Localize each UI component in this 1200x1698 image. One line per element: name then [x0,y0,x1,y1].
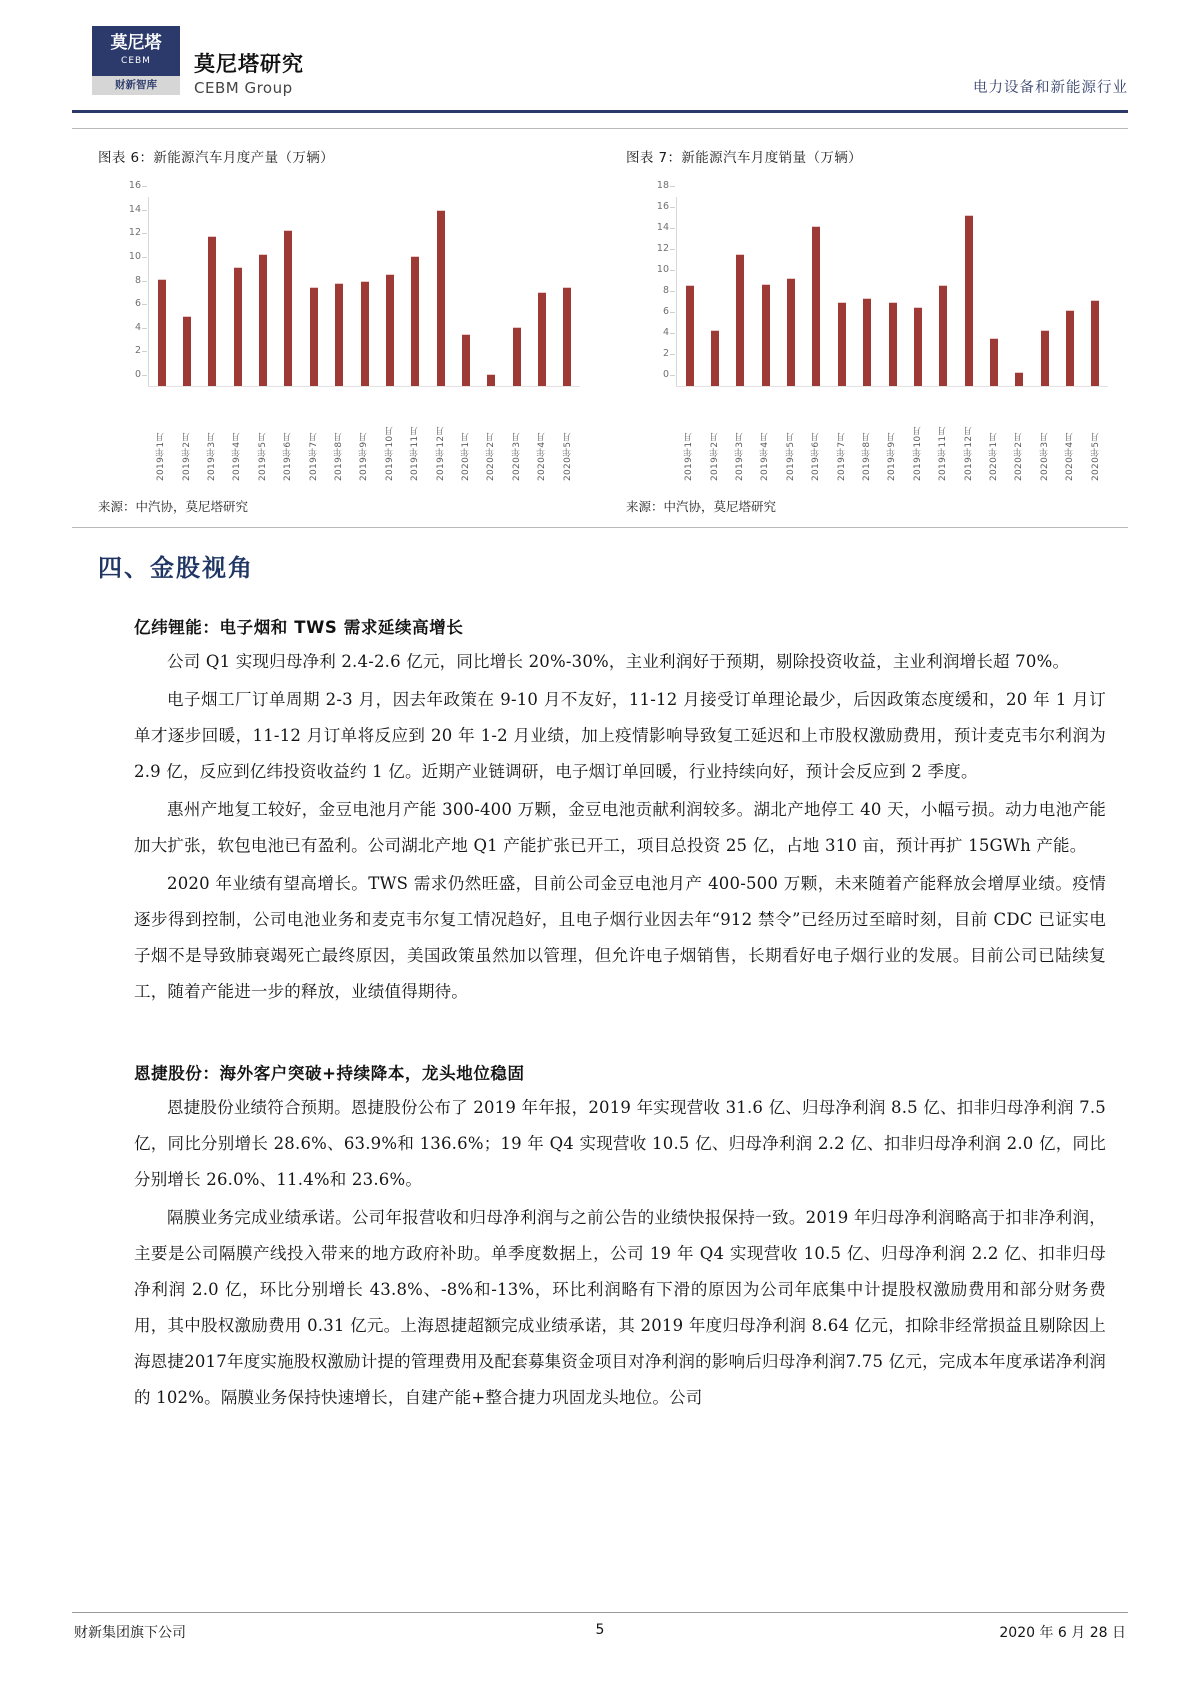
x-axis-tick-label: 2020年1月 [989,432,1000,481]
x-label-slot [148,395,173,481]
paragraph: 惠州产地复工较好，金豆电池月产能 300-400 万颗，金豆电池贡献利润较多。湖北产地停工 40 天，小幅亏损。动力电池产能加大扩张，软包电池已有盈利。公司湖北产地 Q1 产能扩张已开工，项目总投资 25 亿，占地 310 亩，预计再扩 15GWh 产能。 [134,800,1106,855]
figure-6-plot-area [128,180,580,387]
x-axis-tick-label: 2019年9月 [359,432,370,481]
bar-slot [327,197,352,386]
chart-bar [538,292,546,387]
bar-slot [931,197,956,386]
bar-slot [804,197,829,386]
x-axis-tick-label: 2019年3月 [207,432,218,481]
chart-bar [335,283,343,386]
chart-bar [284,230,292,386]
x-label-slot [981,395,1006,481]
x-axis-tick-label: 2019年4月 [760,432,771,481]
x-axis-tick-label: 2020年4月 [537,432,548,481]
brand-block [194,52,304,98]
y-axis-tick: 12 [99,227,141,238]
bar-slot [555,197,580,386]
bar-slot [200,197,225,386]
chart-bar [863,298,871,386]
bar-slot [301,197,326,386]
cebm-logo [92,26,180,98]
x-label-slot [701,395,726,481]
x-label-slot [1083,395,1108,481]
chart-bar [310,287,318,386]
x-label-slot [199,395,224,481]
figure-7-plot-area [656,180,1108,387]
subhead-eve-energy: 亿纬锂能：电子烟和 TWS 需求延续高增长 [134,618,464,637]
x-axis-tick-label: 2020年1月 [461,432,472,481]
figure-6-chart [94,180,586,489]
x-axis-tick-label: 2020年3月 [1039,432,1050,481]
logo-subtitle: 财新智库 [92,76,180,95]
x-axis-tick-label: 2019年6月 [811,432,822,481]
figure-6-x-axis [148,395,580,481]
chart-bar [487,374,495,386]
x-axis-tick-label: 2019年7月 [308,432,319,481]
paragraph: 2020 年业绩有望高增长。TWS 需求仍然旺盛，目前公司金豆电池月产 400-500 万颗，未来随着产能释放会增厚业绩。疫情逐步得到控制，公司电池业务和麦克韦尔复工情况趋好，且电子烟行业因去年“912 禁令”已经历过至暗时刻，目前 CDC 已证实电子烟不是导致肺衰竭死亡最终原因，美国政策虽然加以管理，但允许电子烟销售，长期看好电子烟行业的发展。目前公司已陆续复工，随着产能进一步的释放，业绩值得期待。 [134,874,1106,1001]
paragraph: 公司 Q1 实现归母净利 2.4-2.6 亿元，同比增长 20%-30%，主业利润好于预期，剔除投资收益，主业利润增长超 70%。 [167,652,1070,671]
x-label-slot [504,395,529,481]
chart-bar [183,316,191,386]
figure-6 [72,129,600,529]
x-axis-tick-label: 2019年5月 [785,432,796,481]
bar-slot [504,197,529,386]
bar-slot [529,197,554,386]
document-body [72,548,1128,1418]
figure-7 [600,129,1128,529]
logo-chinese-name: 莫尼塔 [110,33,162,53]
bar-slot [225,197,250,386]
brand-chinese: 莫尼塔研究 [194,52,304,76]
x-label-slot [478,395,503,481]
subhead-senior-tech: 恩捷股份：海外客户突破+持续降本，龙头地位稳固 [134,1064,525,1083]
bar-slot [1083,197,1108,386]
bar-slot [829,197,854,386]
y-axis-tick: 0 [99,369,141,380]
bar-slot [453,197,478,386]
x-axis-tick-label: 2020年4月 [1065,432,1076,481]
y-axis-tick: 0 [627,369,669,380]
y-axis-tick: 2 [627,348,669,359]
bar-slot [377,197,402,386]
x-axis-tick-label: 2019年11月 [938,426,949,481]
paragraph: 隔膜业务完成业绩承诺。公司年报营收和归母净利润与之前公告的业绩快报保持一致。2019 年归母净利润略高于扣非净利润，主要是公司隔膜产线投入带来的地方政府补助。单季度数据上，公司 19 年 Q4 实现营收 10.5 亿、归母净利润 2.2 亿、扣非归母净利润 2.0 亿，环比分别增长 43.8%、-8%和-13%，环比利润略有下滑的原因为公司年底集中计提股权激励费用和部分财务费用，其中股权激励费用 0.31 亿元。上海恩捷超额完成业绩承诺，其 2019 年度归母净利润 8.64 亿元，扣除非经常损益且剔除因上海恩捷2017年度实施股权激励计提的管理费用及配套募集资金项目对净利润的影响后归母净利润7.75 亿元，完成本年度承诺净利润的 102%。隔膜业务保持快速增长，自建产能+整合捷力巩固龙头地位。公司 [134,1208,1106,1407]
x-axis-tick-label: 2019年6月 [283,432,294,481]
x-axis-tick-label: 2019年8月 [862,432,873,481]
y-axis-tick: 16 [99,180,141,191]
y-axis-tick: 10 [627,264,669,275]
x-axis-tick-label: 2020年5月 [1090,432,1101,481]
chart-bar [914,307,922,386]
x-axis-tick-label: 2019年7月 [836,432,847,481]
x-label-slot [727,395,752,481]
x-axis-tick-label: 2019年8月 [334,432,345,481]
x-axis-tick-label: 2020年5月 [562,432,573,481]
bar-slot [855,197,880,386]
figure-6-title: 图表 6：新能源汽车月度产量（万辆） [98,150,335,166]
chart-bar [1066,310,1074,386]
x-axis-tick-label: 2020年3月 [511,432,522,481]
figure-7-source: 来源：中汽协，莫尼塔研究 [626,499,777,514]
x-label-slot [676,395,701,481]
x-axis-tick-label: 2020年2月 [1014,432,1025,481]
x-axis-tick-label: 2019年12月 [435,426,446,481]
header-industry-label: 电力设备和新能源行业 [973,80,1128,96]
x-label-slot [828,395,853,481]
bar-slot [403,197,428,386]
bar-slot [905,197,930,386]
bar-slot [1007,197,1032,386]
x-label-slot [1032,395,1057,481]
chart-bar [812,226,820,386]
y-axis-tick: 16 [627,201,669,212]
figures-container [72,128,1128,528]
x-label-slot [778,395,803,481]
x-axis-tick-label: 2019年11月 [410,426,421,481]
bar-slot [1057,197,1082,386]
paragraph: 电子烟工厂订单周期 2-3 月，因去年政策在 9-10 月不友好，11-12 月接受订单理论最少，后因政策态度缓和，20 年 1 月订单才逐步回暖，11-12 月订单将反应到 20 年 1-2 月业绩，加上疫情影响导致复工延迟和上市股权激励费用，预计麦克韦尔利润为 2.9 亿，反应到亿纬投资收益约 1 亿。近期产业链调研，电子烟订单回暖，行业持续向好，预计会反应到 2 季度。 [134,690,1106,781]
x-label-slot [803,395,828,481]
x-label-slot [351,395,376,481]
chart-bar [259,254,267,386]
section-gap [72,1012,1128,1034]
chart-bar [462,334,470,386]
logo-mark [92,26,180,76]
x-axis-tick-label: 2019年10月 [912,426,923,481]
bar-slot [778,197,803,386]
chart-bar [711,330,719,386]
chart-bar [411,256,419,386]
figure-7-x-axis [676,395,1108,481]
page-number: 5 [595,1622,605,1638]
figure-7-title: 图表 7：新能源汽车月度销量（万辆） [626,150,863,166]
chart-bar [686,285,694,386]
bar-slot [728,197,753,386]
y-axis-tick: 6 [99,298,141,309]
y-axis-tick: 12 [627,243,669,254]
chart-bar [736,254,744,386]
y-axis-tick: 10 [99,251,141,262]
chart-bar [889,302,897,386]
x-axis-tick-label: 2019年10月 [384,426,395,481]
y-axis-tick: 4 [627,327,669,338]
x-axis-tick-label: 2019年2月 [181,432,192,481]
chart-bar [1091,300,1099,386]
chart-bar [386,274,394,386]
x-label-slot [300,395,325,481]
section-title: 四、金股视角 [98,554,254,582]
bar-slot [276,197,301,386]
chart-bar [939,285,947,386]
bar-slot [352,197,377,386]
logo-english-name: CEBM [121,56,151,66]
x-label-slot [854,395,879,481]
x-label-slot [275,395,300,481]
chart-bar [437,210,445,386]
paragraph: 恩捷股份业绩符合预期。恩捷股份公布了 2019 年年报，2019 年实现营收 31.6 亿、归母净利润 8.5 亿、扣非归母净利润 7.5 亿，同比分别增长 28.6%、63.9%和 136.6%；19 年 Q4 实现营收 10.5 亿、归母净利润 2.2 亿、扣非归母净利润 2.0 亿，同比分别增长 26.0%、11.4%和 23.6%。 [134,1098,1106,1189]
chart-bar [158,279,166,386]
x-label-slot [427,395,452,481]
y-axis-tick: 6 [627,306,669,317]
chart-bar [965,215,973,386]
chart-bar [838,302,846,386]
y-axis-tick: 4 [99,322,141,333]
page-footer [72,1612,1128,1646]
x-axis-tick-label: 2019年4月 [232,432,243,481]
x-label-slot [529,395,554,481]
x-label-slot [173,395,198,481]
x-axis-tick-label: 2020年2月 [486,432,497,481]
chart-bar [787,278,795,386]
y-axis-tick: 8 [627,285,669,296]
x-label-slot [555,395,580,481]
chart-bar [762,284,770,386]
footer-date: 2020 年 6 月 28 日 [999,1625,1126,1641]
footer-company: 财新集团旗下公司 [74,1625,186,1641]
chart-bar [990,338,998,386]
figure-6-source: 来源：中汽协，莫尼塔研究 [98,499,249,514]
bar-slot [250,197,275,386]
x-axis-tick-label: 2019年12月 [963,426,974,481]
x-axis-tick-label: 2019年9月 [887,432,898,481]
page-header [72,22,1128,112]
x-label-slot [453,395,478,481]
x-axis-tick-label: 2019年1月 [684,432,695,481]
x-label-slot [955,395,980,481]
bar-slot [956,197,981,386]
bar-slot [677,197,702,386]
brand-english: CEBM Group [194,79,293,97]
figure-7-chart [622,180,1114,489]
bar-slot [981,197,1006,386]
y-axis-tick: 8 [99,275,141,286]
x-label-slot [752,395,777,481]
x-axis-tick-label: 2019年5月 [257,432,268,481]
bar-slot [174,197,199,386]
y-axis-tick: 14 [627,222,669,233]
x-label-slot [930,395,955,481]
x-label-slot [905,395,930,481]
x-axis-tick-label: 2019年1月 [156,432,167,481]
y-axis-tick: 2 [99,345,141,356]
bar-slot [1032,197,1057,386]
y-axis-tick: 14 [99,204,141,215]
header-divider [72,110,1128,113]
x-label-slot [326,395,351,481]
chart-bar [361,281,369,386]
x-label-slot [377,395,402,481]
x-axis-tick-label: 2019年2月 [709,432,720,481]
y-axis-tick: 18 [627,180,669,191]
x-label-slot [402,395,427,481]
bar-slot [149,197,174,386]
chart-bar [208,236,216,386]
x-label-slot [224,395,249,481]
x-label-slot [879,395,904,481]
bar-slot [753,197,778,386]
bar-slot [880,197,905,386]
bar-slot [702,197,727,386]
figure-6-bars [149,197,580,386]
bar-slot [428,197,453,386]
chart-bar [1041,330,1049,386]
chart-bar [234,267,242,386]
bar-slot [479,197,504,386]
x-label-slot [1006,395,1031,481]
chart-bar [513,327,521,386]
x-axis-tick-label: 2019年3月 [735,432,746,481]
x-label-slot [1057,395,1082,481]
chart-bar [1015,372,1023,386]
chart-bar [563,287,571,386]
x-label-slot [250,395,275,481]
figure-7-bars [677,197,1108,386]
